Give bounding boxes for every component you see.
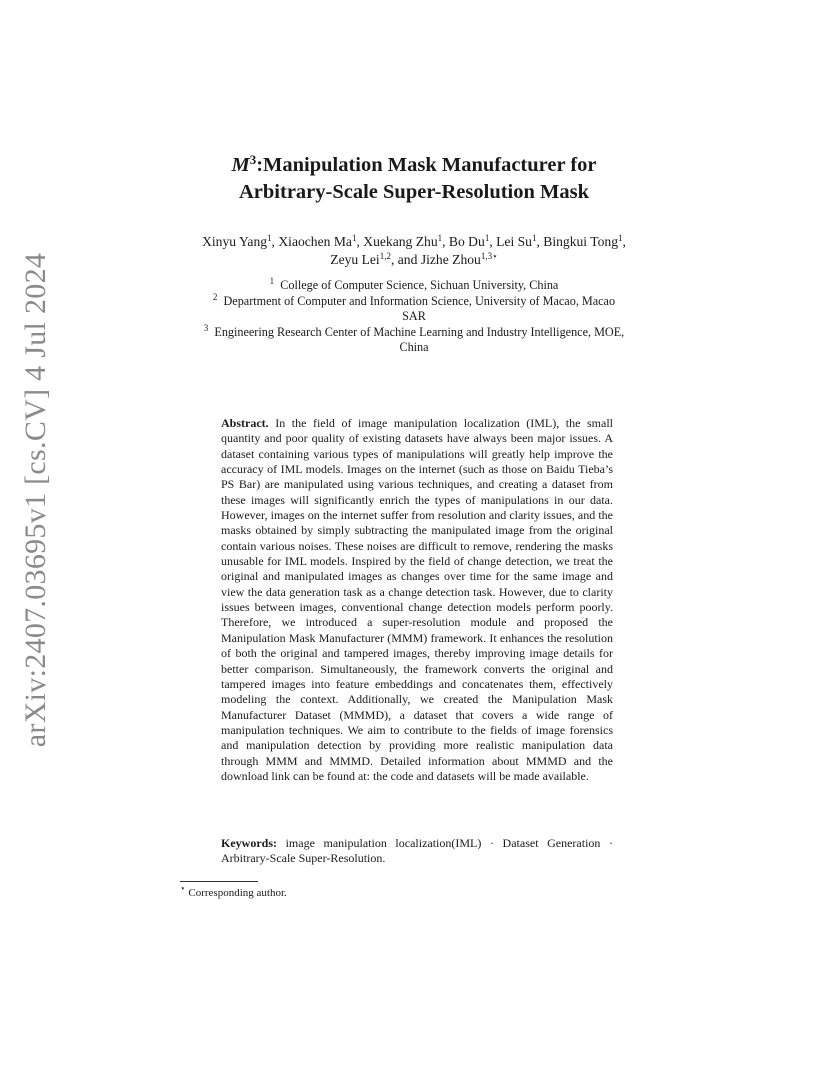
author-name: Jizhe Zhou: [420, 252, 481, 267]
affiliation-number: 1: [269, 276, 275, 286]
affiliation-line: China: [399, 340, 429, 355]
arxiv-stamp: [6, 252, 66, 748]
author-conjunction: and: [397, 252, 418, 267]
author-affiliation-mark: 1: [531, 233, 537, 243]
keywords: [221, 836, 613, 867]
affiliation-line: College of Computer Science, Sichuan University, China: [280, 278, 559, 292]
author-name: Lei Su: [496, 234, 532, 249]
title-line1: :Manipulation Mask Manufacturer for: [256, 154, 597, 176]
author-affiliation-mark: 1: [618, 233, 623, 243]
affiliation-line: SAR: [402, 309, 426, 324]
affiliation-number: 2: [212, 291, 218, 302]
paper-title: [150, 152, 678, 206]
author-name: Bingkui Tong: [543, 234, 618, 249]
author-affiliation-mark: 1: [351, 233, 357, 243]
keywords-label: Keywords:: [221, 836, 277, 850]
affiliation-line: Department of Computer and Information Science, University of Macao, Macao: [223, 293, 616, 308]
title-symbol-exp: 3: [249, 152, 257, 167]
affiliation: [150, 278, 678, 294]
footnote-rule: [180, 881, 258, 882]
author-name: Zeyu Lei: [330, 252, 380, 267]
author-name: Xiaochen Ma: [278, 234, 352, 249]
affiliation: [150, 322, 678, 356]
affiliation: [150, 291, 678, 325]
author-affiliation-mark: 1,2: [379, 251, 391, 261]
affiliation-list: [150, 278, 678, 356]
affiliation-number: 3: [203, 322, 209, 333]
author-affiliation-mark: 1: [267, 233, 272, 243]
title-symbol: M: [231, 154, 250, 176]
footnote: [180, 883, 620, 900]
author-affiliation-mark: 1,3⋆: [480, 251, 498, 261]
author-name: Xinyu Yang: [202, 234, 268, 249]
author-list: Xinyu Yang$^1$, Xiaochen Ma$^1$, Xuekang Zhu$^1$, Bo Du$^1$, Lei Su$^1$, Bingkui Tong$^1$, Zeyu Lei$^{1,2}$, and Jizhe Zhou$^{1,3⋆}$: [202, 233, 626, 267]
author-affiliation-mark: 1: [484, 233, 490, 243]
title-line2: Arbitrary-Scale Super-Resolution Mask: [239, 181, 589, 203]
arxiv-id: arXiv:2407.03695v1 [cs.CV] 4 Jul 2024: [19, 252, 52, 748]
abstract: [221, 416, 613, 784]
abstract-text: In the field of image manipulation localization (IML), the small quantity and poor quality of existing datasets have always been major issues. A dataset containing various types of manipulations will greatly help improve the accuracy of IML models. Images on the internet (such as those on Baidu Tieba’s PS Bar) are manipulated using various techniques, and creating a dataset from these images will significantly enrich the types of manipulations in our data. However, images on the internet suffer from resolution and clarity issues, and the masks obtained by simply subtracting the manipulated image from the original contain various noises. These noises are difficult to remove, rendering the masks unusable for IML models. Inspired by the field of change detection, we treat the original and manipulated images as changes over time for the same image and view the data generation task as a change detection task. However, due to clarity issues between images, conventional change detection models perform poorly. Therefore, we introduced a super-resolution module and proposed the Manipulation Mask Manufacturer (MMM) framework. It enhances the resolution of both the original and tampered images, thereby improving image details for better comparison. Simultaneously, the framework converts the original and tampered images into feature embeddings and concatenates them, effectively modeling the context. Additionally, we created the Manipulation Mask Manufacturer Dataset (MMMD), a dataset that covers a wide range of manipulation techniques. We aim to contribute to the fields of image forensics and manipulation detection by providing more realistic manipulation data through MMM and MMMD. Detailed information about MMMD and the download link can be found at: the code and datasets will be made available.: [221, 416, 614, 783]
author-name: Xuekang Zhu: [363, 234, 438, 249]
footnote-mark: ⋆: [180, 883, 186, 893]
author-affiliation-mark: 1: [437, 233, 443, 243]
keywords-text: image manipulation localization(IML) · Dataset Generation · Arbitrary-Scale Super-Resolution.: [221, 836, 614, 866]
abstract-label: Abstract.: [221, 416, 269, 430]
affiliation-line: Engineering Research Center of Machine Learning and Industry Intelligence, MOE,: [214, 324, 625, 339]
footnote-text: Corresponding author.: [188, 887, 287, 899]
author-name: Bo Du: [448, 234, 485, 249]
